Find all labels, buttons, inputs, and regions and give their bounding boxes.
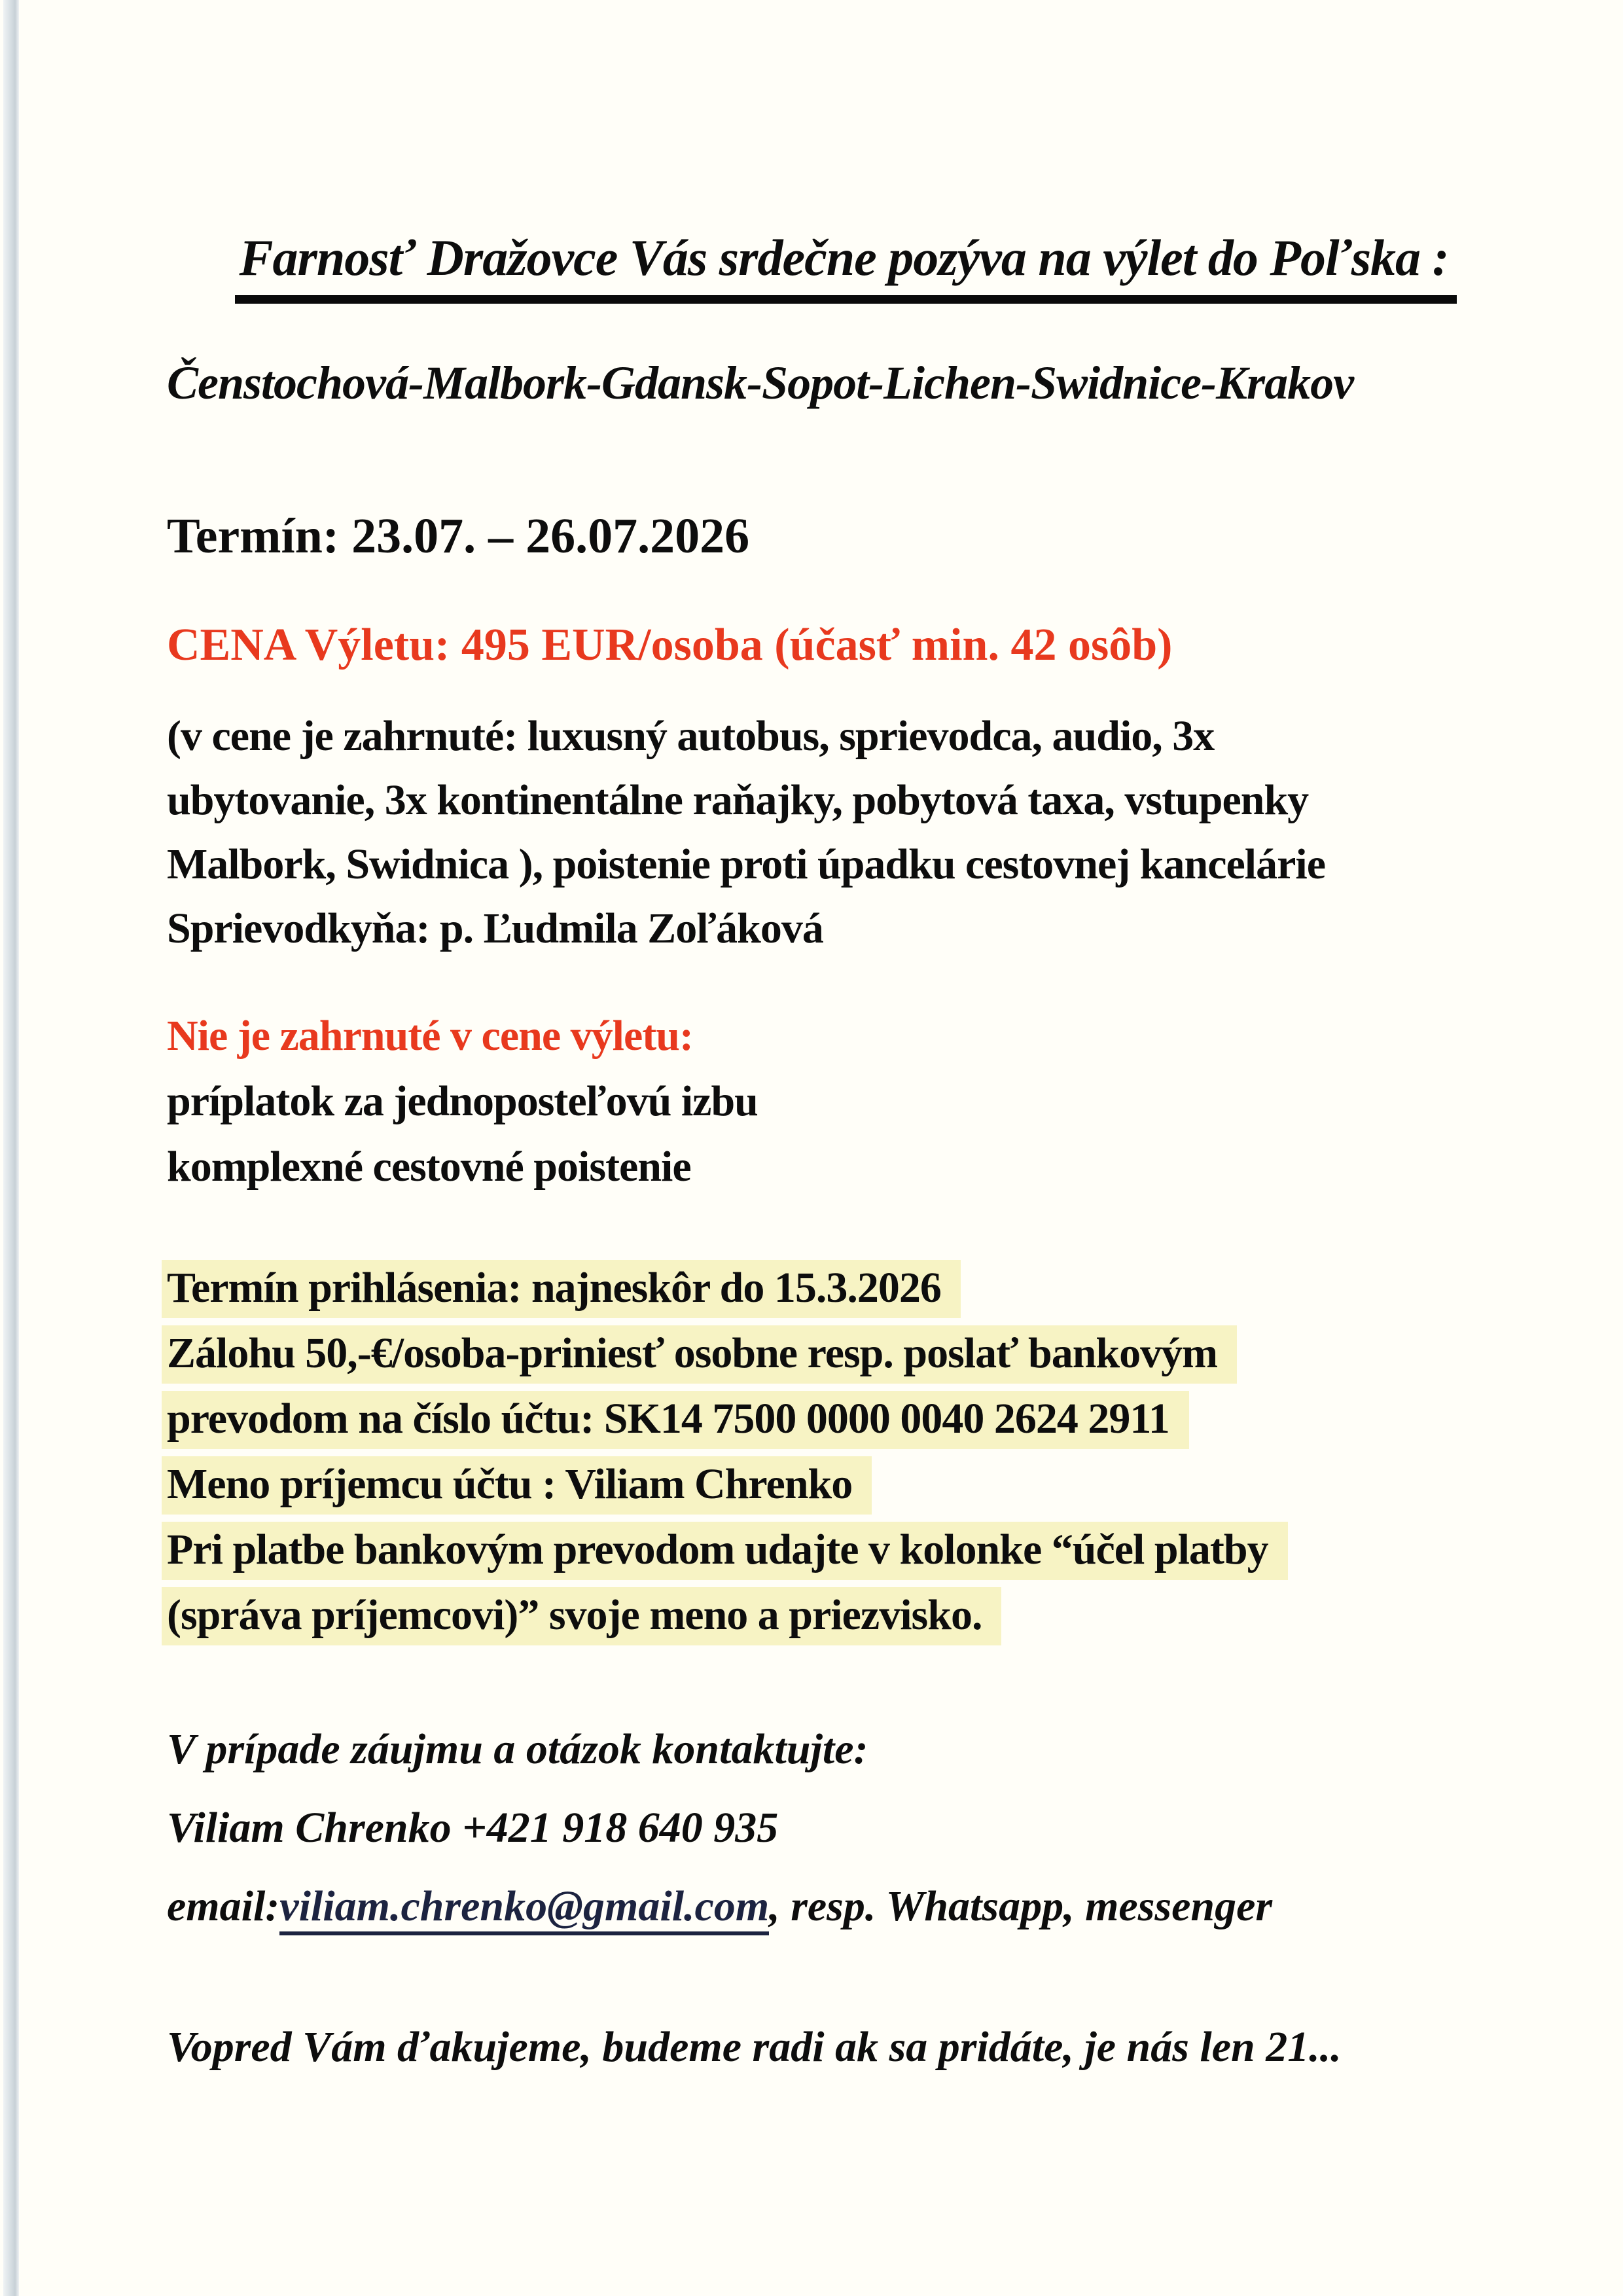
email-suffix: , resp. Whatsapp, messenger	[769, 1882, 1273, 1930]
price-line: CENA Výletu: 495 EUR/osoba (účasť min. 42 osôb)	[167, 620, 1173, 671]
not-included-line: príplatok za jednoposteľovú izbu	[167, 1077, 758, 1125]
included-line: Malbork, Swidnica ), poistenie proti úpadku cestovnej kancelárie	[167, 840, 1326, 888]
payment-block	[167, 1255, 1525, 1648]
closing-line: Vopred Vám ďakujeme, budeme radi ak sa pridáte, je nás len 21...	[167, 2022, 1342, 2071]
email-label: email:	[167, 1882, 280, 1930]
highlighted-text: prevodom na číslo účtu: SK14 7500 0000 0040 2624 2911	[162, 1391, 1189, 1449]
highlighted-text: Meno príjemcu účtu : Viliam Chrenko	[162, 1456, 872, 1515]
route-line: Čenstochová-Malbork-Gdansk-Sopot-Lichen-Swidnice-Krakov	[167, 357, 1354, 410]
title-block	[167, 229, 1525, 304]
email-link[interactable]: viliam.chrenko@gmail.com	[279, 1882, 769, 1935]
payment-line	[167, 1583, 1525, 1648]
scan-edge-artifact	[3, 0, 19, 2296]
highlighted-text: (správa príjemcovi)” svoje meno a priezvisko.	[162, 1587, 1001, 1645]
not-included-line: komplexné cestovné poistenie	[167, 1142, 691, 1191]
included-line: Sprievodkyňa: p. Ľudmila Zoľáková	[167, 904, 823, 952]
included-paragraph	[167, 704, 1525, 961]
payment-line	[167, 1321, 1525, 1386]
highlighted-text: Zálohu 50,-€/osoba-priniesť osobne resp. poslať bankovým	[162, 1325, 1237, 1384]
highlighted-text: Termín prihlásenia: najneskôr do 15.3.2026	[162, 1260, 961, 1318]
not-included-block	[167, 1003, 1525, 1200]
document-content	[167, 0, 1525, 2087]
included-line: ubytovanie, 3x kontinentálne raňajky, pobytová taxa, vstupenky	[167, 776, 1309, 824]
payment-line	[167, 1452, 1525, 1517]
included-line: (v cene je zahrnuté: luxusný autobus, sprievodca, audio, 3x	[167, 711, 1215, 760]
highlighted-text: Pri platbe bankovým prevodom udajte v kolonke “účel platby	[162, 1522, 1288, 1580]
not-included-heading: Nie je zahrnuté v cene výletu:	[167, 1011, 693, 1060]
payment-line	[167, 1386, 1525, 1452]
contact-block	[167, 1710, 1525, 1946]
contact-intro: V prípade záujmu a otázok kontaktujte:	[167, 1725, 868, 1773]
contact-email-line	[167, 1867, 1525, 1946]
contact-name-phone: Viliam Chrenko +421 918 640 935	[167, 1803, 779, 1852]
page-title: Farnosť Dražovce Vás srdečne pozýva na výlet do Poľska :	[235, 229, 1456, 304]
dates-line: Termín: 23.07. – 26.07.2026	[167, 509, 750, 564]
payment-line	[167, 1255, 1525, 1321]
payment-line	[167, 1517, 1525, 1583]
